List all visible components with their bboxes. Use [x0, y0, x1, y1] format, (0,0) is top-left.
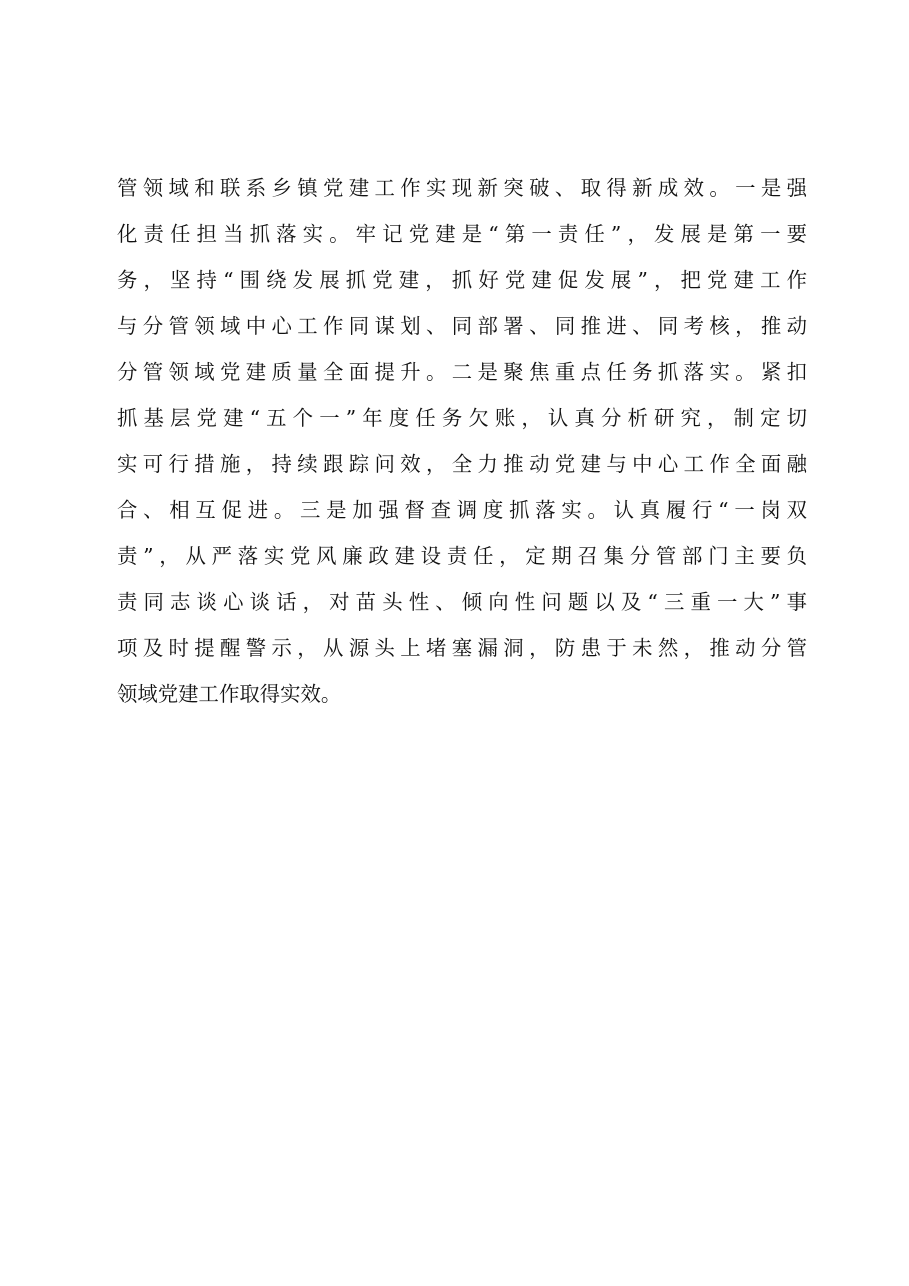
body-paragraph — [117, 165, 807, 717]
paragraph-line: 务，坚持“围绕发展抓党建，抓好党建促发展”，把党建工作 — [117, 268, 807, 292]
paragraph-line: 责同志谈心谈话，对苗头性、倾向性问题以及“三重一大”事 — [117, 590, 807, 614]
paragraph-line: 分管领域党建质量全面提升。二是聚焦重点任务抓落实。紧扣 — [117, 360, 807, 384]
paragraph-line: 领域党建工作取得实效。 — [117, 682, 342, 706]
paragraph-line: 项及时提醒警示，从源头上堵塞漏洞，防患于未然，推动分管 — [117, 636, 807, 660]
paragraph-line: 责”，从严落实党风廉政建设责任，定期召集分管部门主要负 — [117, 544, 807, 568]
paragraph-line: 管领域和联系乡镇党建工作实现新突破、取得新成效。一是强 — [117, 176, 807, 200]
paragraph-line: 与分管领域中心工作同谋划、同部署、同推进、同考核，推动 — [117, 314, 807, 338]
paragraph-line: 抓基层党建“五个一”年度任务欠账，认真分析研究，制定切 — [117, 406, 807, 430]
paragraph-line: 合、相互促进。三是加强督查调度抓落实。认真履行“一岗双 — [117, 498, 807, 522]
paragraph-line: 化责任担当抓落实。牢记党建是“第一责任”，发展是第一要 — [117, 222, 807, 246]
paragraph-line: 实可行措施，持续跟踪问效，全力推动党建与中心工作全面融 — [117, 452, 807, 476]
